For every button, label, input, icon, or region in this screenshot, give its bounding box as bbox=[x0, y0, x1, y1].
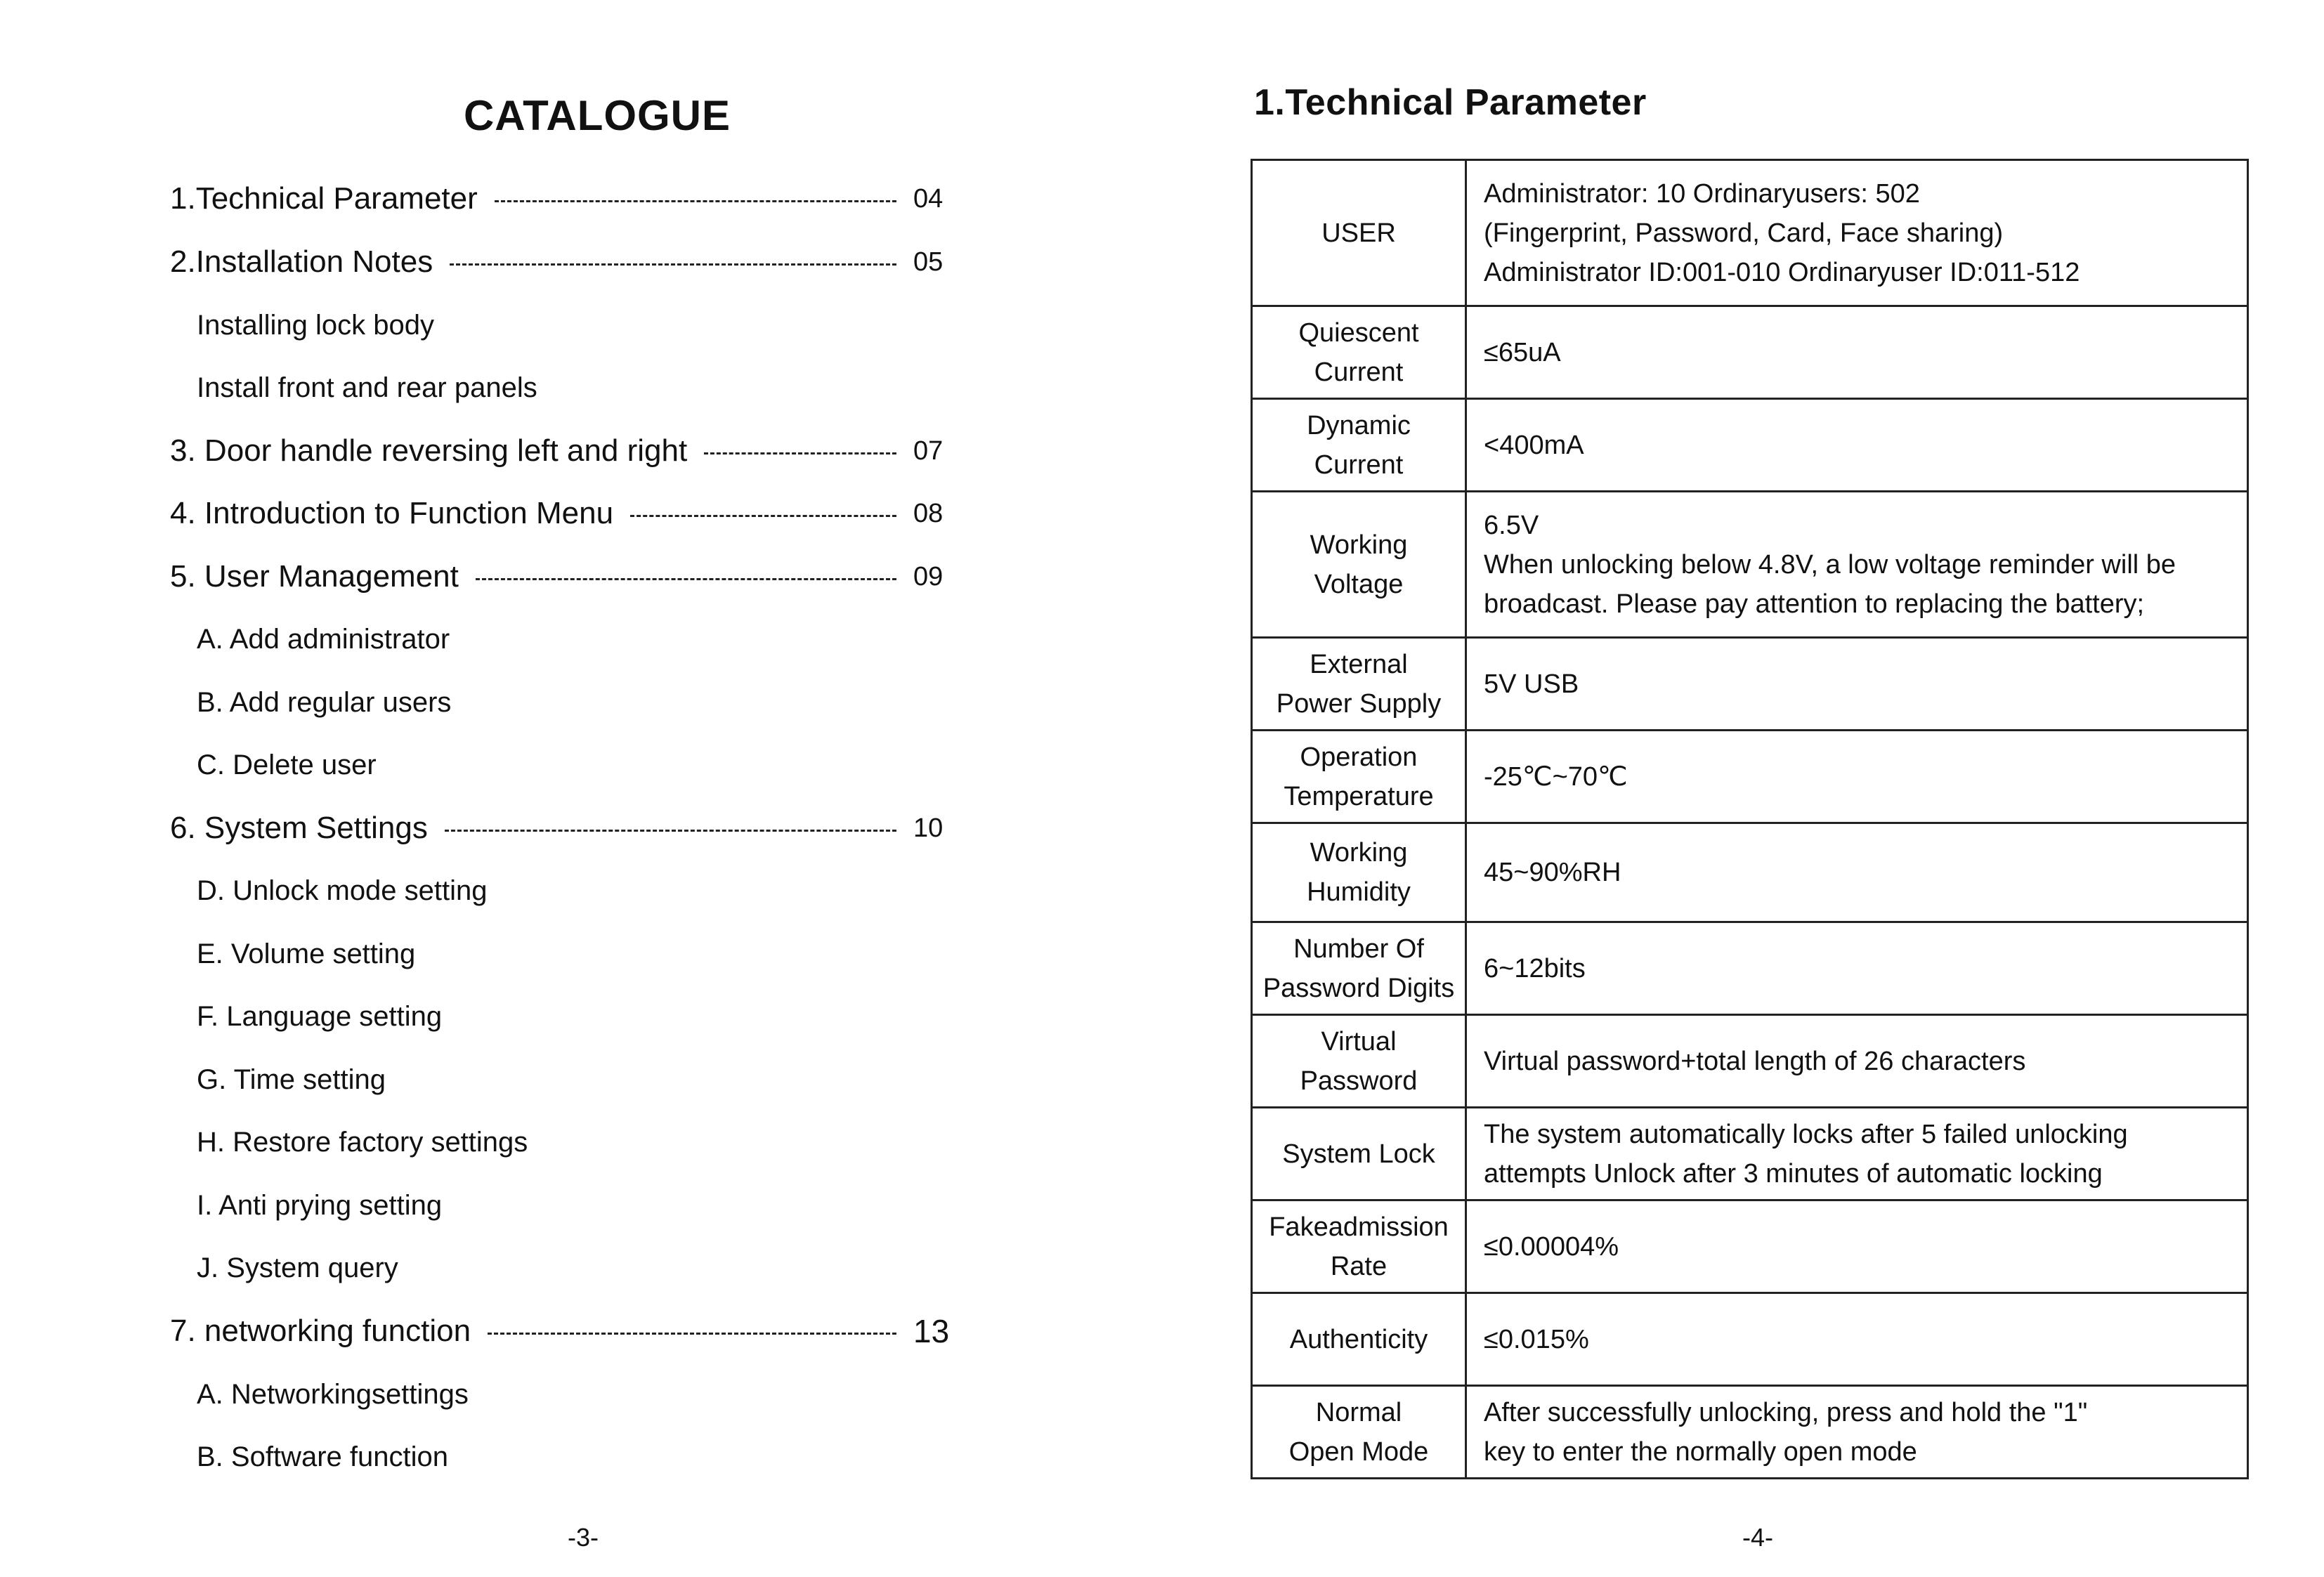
parameter-row bbox=[1252, 160, 2248, 306]
toc-entry-page-number: 13 bbox=[913, 1313, 950, 1349]
parameter-row bbox=[1252, 922, 2248, 1015]
parameter-value-line: ≤65uA bbox=[1484, 337, 1561, 367]
toc-subentry: Installing lock body bbox=[197, 310, 434, 341]
parameter-name bbox=[1252, 306, 1466, 399]
toc-entry bbox=[170, 492, 955, 535]
parameter-value bbox=[1466, 638, 2248, 731]
parameter-name bbox=[1252, 823, 1466, 922]
parameter-value bbox=[1466, 492, 2248, 638]
parameter-row bbox=[1252, 399, 2248, 492]
page-number-left: -3- bbox=[568, 1523, 599, 1552]
parameter-value-line: 5V USB bbox=[1484, 669, 1579, 699]
parameter-value-line: Virtual password+total length of 26 characters bbox=[1484, 1046, 2026, 1076]
toc-entry-label: 7. networking function bbox=[170, 1314, 471, 1348]
parameter-value-line: key to enter the normally open mode bbox=[1484, 1437, 1917, 1467]
toc-subentry: D. Unlock mode setting bbox=[197, 875, 488, 906]
toc-subentry: G. Time setting bbox=[197, 1064, 386, 1095]
parameter-name-line: Authenticity bbox=[1289, 1324, 1428, 1354]
parameter-name-line: Open Mode bbox=[1288, 1437, 1429, 1467]
toc-entry bbox=[170, 1310, 955, 1352]
parameter-name-line: Current bbox=[1314, 357, 1404, 387]
toc-entry bbox=[170, 807, 955, 849]
parameter-value-line: 6~12bits bbox=[1484, 953, 1586, 983]
parameter-value bbox=[1466, 306, 2248, 399]
toc-leader-dots bbox=[445, 830, 896, 832]
toc-subentry: B. Software function bbox=[197, 1441, 448, 1472]
parameter-name-line: Fakeadmission bbox=[1269, 1212, 1449, 1242]
parameter-name-line: Dynamic bbox=[1307, 410, 1411, 440]
parameter-name-line: Working bbox=[1310, 530, 1408, 560]
toc-subentry: H. Restore factory settings bbox=[197, 1127, 528, 1158]
parameter-name bbox=[1252, 1015, 1466, 1108]
parameter-value-line: (Fingerprint, Password, Card, Face sharing) bbox=[1484, 218, 2004, 248]
parameter-row bbox=[1252, 1386, 2248, 1479]
parameter-value-line: -25℃~70℃ bbox=[1484, 761, 1628, 792]
parameter-row bbox=[1252, 1108, 2248, 1200]
parameter-name bbox=[1252, 492, 1466, 638]
parameter-name bbox=[1252, 1200, 1466, 1293]
parameter-name-line: Normal bbox=[1315, 1397, 1402, 1427]
parameter-value bbox=[1466, 1200, 2248, 1293]
page-number-right: -4- bbox=[1742, 1523, 1773, 1552]
parameter-name-line: Temperature bbox=[1284, 781, 1434, 811]
toc-entry-label: 1.Technical Parameter bbox=[170, 181, 478, 216]
toc-subentry: E. Volume setting bbox=[197, 938, 416, 969]
toc-leader-dots bbox=[450, 263, 896, 266]
parameter-name-line: Operation bbox=[1300, 742, 1418, 772]
toc-entry-page-number: 05 bbox=[913, 247, 944, 277]
toc-entry-page-number: 08 bbox=[913, 498, 944, 528]
toc-entry bbox=[170, 178, 955, 220]
parameter-name bbox=[1252, 1293, 1466, 1386]
parameter-value-line: <400mA bbox=[1484, 430, 1584, 460]
parameter-row bbox=[1252, 823, 2248, 922]
parameter-value-line: ≤0.00004% bbox=[1484, 1231, 1619, 1262]
toc-subentry: Install front and rear panels bbox=[197, 372, 537, 403]
parameter-name-line: Quiescent bbox=[1298, 318, 1419, 348]
parameter-value-line: The system automatically locks after 5 failed unlocking bbox=[1484, 1119, 2128, 1149]
parameter-value bbox=[1466, 1386, 2248, 1479]
parameter-value bbox=[1466, 1293, 2248, 1386]
parameter-name-line: Power Supply bbox=[1276, 688, 1442, 719]
parameter-name-line: Working bbox=[1310, 838, 1408, 868]
parameter-value-line: attempts Unlock after 3 minutes of automatic locking bbox=[1484, 1158, 2103, 1189]
toc-leader-dots bbox=[630, 515, 896, 517]
parameter-name-line: Number Of bbox=[1293, 934, 1424, 964]
toc-subentry: A. Networkingsettings bbox=[197, 1379, 469, 1410]
toc-entry-page-number: 07 bbox=[913, 436, 944, 466]
parameter-value bbox=[1466, 1015, 2248, 1108]
parameter-value-line: broadcast. Please pay attention to replacing the battery; bbox=[1484, 589, 2145, 619]
parameter-name bbox=[1252, 1108, 1466, 1200]
parameter-row bbox=[1252, 492, 2248, 638]
toc-entry-label: 5. User Management bbox=[170, 559, 459, 594]
toc-subentry: A. Add administrator bbox=[197, 624, 450, 655]
parameter-value bbox=[1466, 823, 2248, 922]
parameter-value bbox=[1466, 1108, 2248, 1200]
parameter-name bbox=[1252, 399, 1466, 492]
parameter-value-line: Administrator ID:001-010 Ordinaryuser ID:011-512 bbox=[1484, 257, 2080, 287]
technical-parameter-title: 1.Technical Parameter bbox=[1254, 82, 1647, 123]
parameter-row bbox=[1252, 1200, 2248, 1293]
toc-leader-dots bbox=[704, 452, 896, 454]
toc-leader-dots bbox=[488, 1333, 896, 1335]
parameter-value bbox=[1466, 160, 2248, 306]
toc-subentry: B. Add regular users bbox=[197, 687, 452, 718]
parameter-row bbox=[1252, 306, 2248, 399]
catalogue-title: CATALOGUE bbox=[463, 92, 731, 139]
parameter-name-line: External bbox=[1310, 649, 1408, 679]
parameter-name bbox=[1252, 922, 1466, 1015]
parameter-name-line: Current bbox=[1314, 450, 1404, 480]
parameter-name bbox=[1252, 638, 1466, 731]
toc-entry bbox=[170, 241, 955, 283]
parameter-value-line: After successfully unlocking, press and hold the "1" bbox=[1484, 1397, 2088, 1427]
toc-leader-dots bbox=[476, 578, 896, 580]
toc-subentry: C. Delete user bbox=[197, 750, 377, 780]
parameter-value-line: ≤0.015% bbox=[1484, 1324, 1589, 1354]
technical-parameter-table bbox=[1251, 159, 2249, 1479]
parameter-name bbox=[1252, 160, 1466, 306]
toc-entry-page-number: 09 bbox=[913, 561, 944, 591]
parameter-name-line: Humidity bbox=[1307, 877, 1411, 907]
parameter-value bbox=[1466, 731, 2248, 823]
toc-entry-label: 4. Introduction to Function Menu bbox=[170, 496, 614, 530]
toc-entry-page-number: 04 bbox=[913, 183, 944, 214]
toc-entry bbox=[170, 430, 955, 472]
parameter-name bbox=[1252, 1386, 1466, 1479]
toc-entry-page-number: 10 bbox=[913, 813, 944, 843]
parameter-name-line: Rate bbox=[1330, 1251, 1388, 1281]
parameter-row bbox=[1252, 1015, 2248, 1108]
parameter-value-line: Administrator: 10 Ordinaryusers: 502 bbox=[1484, 178, 1920, 209]
parameter-name-line: Password Digits bbox=[1262, 973, 1455, 1003]
toc-leader-dots bbox=[495, 200, 896, 202]
parameter-name-line: System Lock bbox=[1282, 1139, 1435, 1169]
parameter-name-line: USER bbox=[1321, 218, 1396, 248]
toc-subentry: J. System query bbox=[197, 1252, 398, 1283]
parameter-name-line: Virtual bbox=[1321, 1026, 1397, 1056]
toc-entry-label: 6. System Settings bbox=[170, 811, 428, 845]
toc-subentry: I. Anti prying setting bbox=[197, 1190, 443, 1221]
parameter-row bbox=[1252, 731, 2248, 823]
toc-subentry: F. Language setting bbox=[197, 1001, 443, 1032]
parameter-value bbox=[1466, 922, 2248, 1015]
parameter-name-line: Password bbox=[1300, 1066, 1418, 1096]
parameter-value-line: When unlocking below 4.8V, a low voltage reminder will be bbox=[1484, 549, 2176, 580]
parameter-row bbox=[1252, 638, 2248, 731]
toc-entry-label: 2.Installation Notes bbox=[170, 244, 433, 279]
parameter-name bbox=[1252, 731, 1466, 823]
toc-entry bbox=[170, 556, 955, 598]
parameter-value bbox=[1466, 399, 2248, 492]
parameter-name-line: Voltage bbox=[1314, 569, 1404, 599]
parameter-value-line: 45~90%RH bbox=[1484, 858, 1621, 887]
parameter-row bbox=[1252, 1293, 2248, 1386]
toc-entry-label: 3. Door handle reversing left and right bbox=[170, 433, 688, 468]
parameter-value-line: 6.5V bbox=[1484, 510, 1539, 540]
